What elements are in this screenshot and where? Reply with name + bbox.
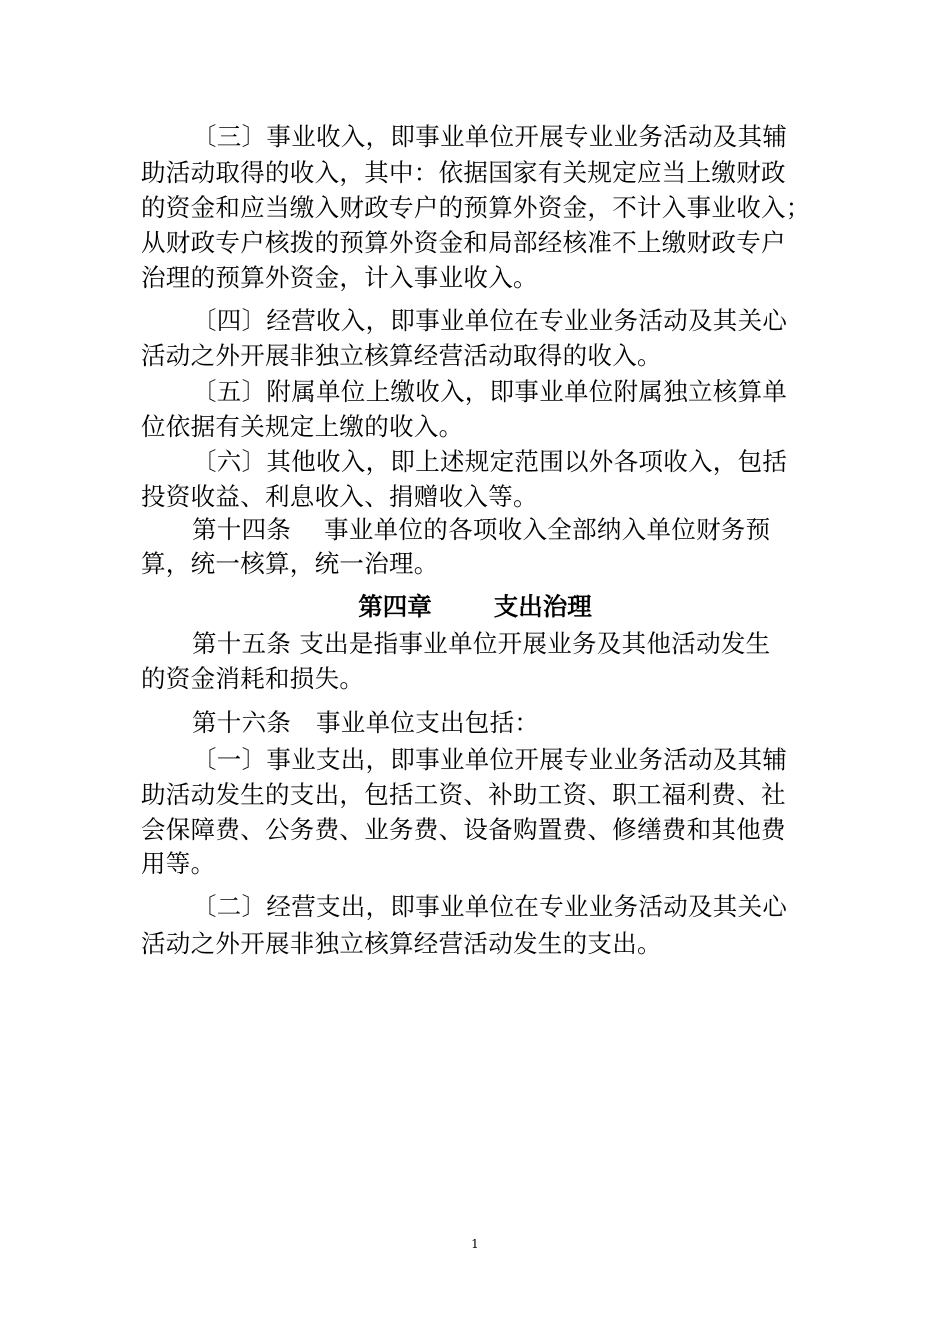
text-line: 〔四〕经营收入，即事业单位在专业业务活动及其关心: [192, 306, 788, 335]
text-line: 用等。: [141, 849, 216, 878]
chapter-name: 支出治理: [493, 592, 592, 621]
text-line: 〔二〕经营支出，即事业单位在专业业务活动及其关心: [192, 892, 788, 921]
text-line: 第十五条 支出是指事业单位开展业务及其他活动发生: [192, 629, 771, 658]
text-line: 活动之外开展非独立核算经营活动取得的收入。: [141, 341, 662, 370]
text-line: 〔三〕事业收入，即事业单位开展专业业务活动及其辅: [192, 122, 788, 151]
text-line: 算，统一核算，统一治理。: [141, 549, 439, 578]
text-line: 第十六条 事业单位支出包括：: [192, 708, 540, 737]
text-line: 〔一〕事业支出，即事业单位开展专业业务活动及其辅: [192, 745, 788, 774]
text-line: 的资金和应当缴入财政专户的预算外资金，不计入事业收入；: [141, 193, 811, 222]
text-line: 〔五〕附属单位上缴收入，即事业单位附属独立核算单: [192, 377, 788, 406]
text-line: 助活动发生的支出，包括工资、补助工资、职工福利费、社: [141, 780, 786, 809]
text-line: 从财政专户核拨的预算外资金和局部经核准不上缴财政专户: [141, 228, 786, 257]
text-line: 助活动取得的收入，其中：依据国家有关规定应当上缴财政: [141, 158, 786, 187]
text-line: 治理的预算外资金，计入事业收入。: [141, 263, 538, 292]
page-number: 1: [471, 1237, 479, 1251]
text-line: 活动之外开展非独立核算经营活动发生的支出。: [141, 929, 662, 958]
text-line: 〔六〕其他收入，即上述规定范围以外各项收入，包括: [192, 447, 788, 476]
chapter-number: 第四章: [358, 592, 432, 621]
text-line: 位依据有关规定上缴的收入。: [141, 412, 464, 441]
chapter-title: [0, 590, 950, 624]
text-line: 投资收益、利息收入、捐赠收入等。: [141, 482, 538, 511]
text-line: 的资金消耗和损失。: [141, 664, 365, 693]
text-line: 会保障费、公务费、业务费、设备购置费、修缮费和其他费: [141, 815, 786, 844]
text-line: 第十四条 事业单位的各项收入全部纳入单位财务预: [192, 515, 771, 544]
